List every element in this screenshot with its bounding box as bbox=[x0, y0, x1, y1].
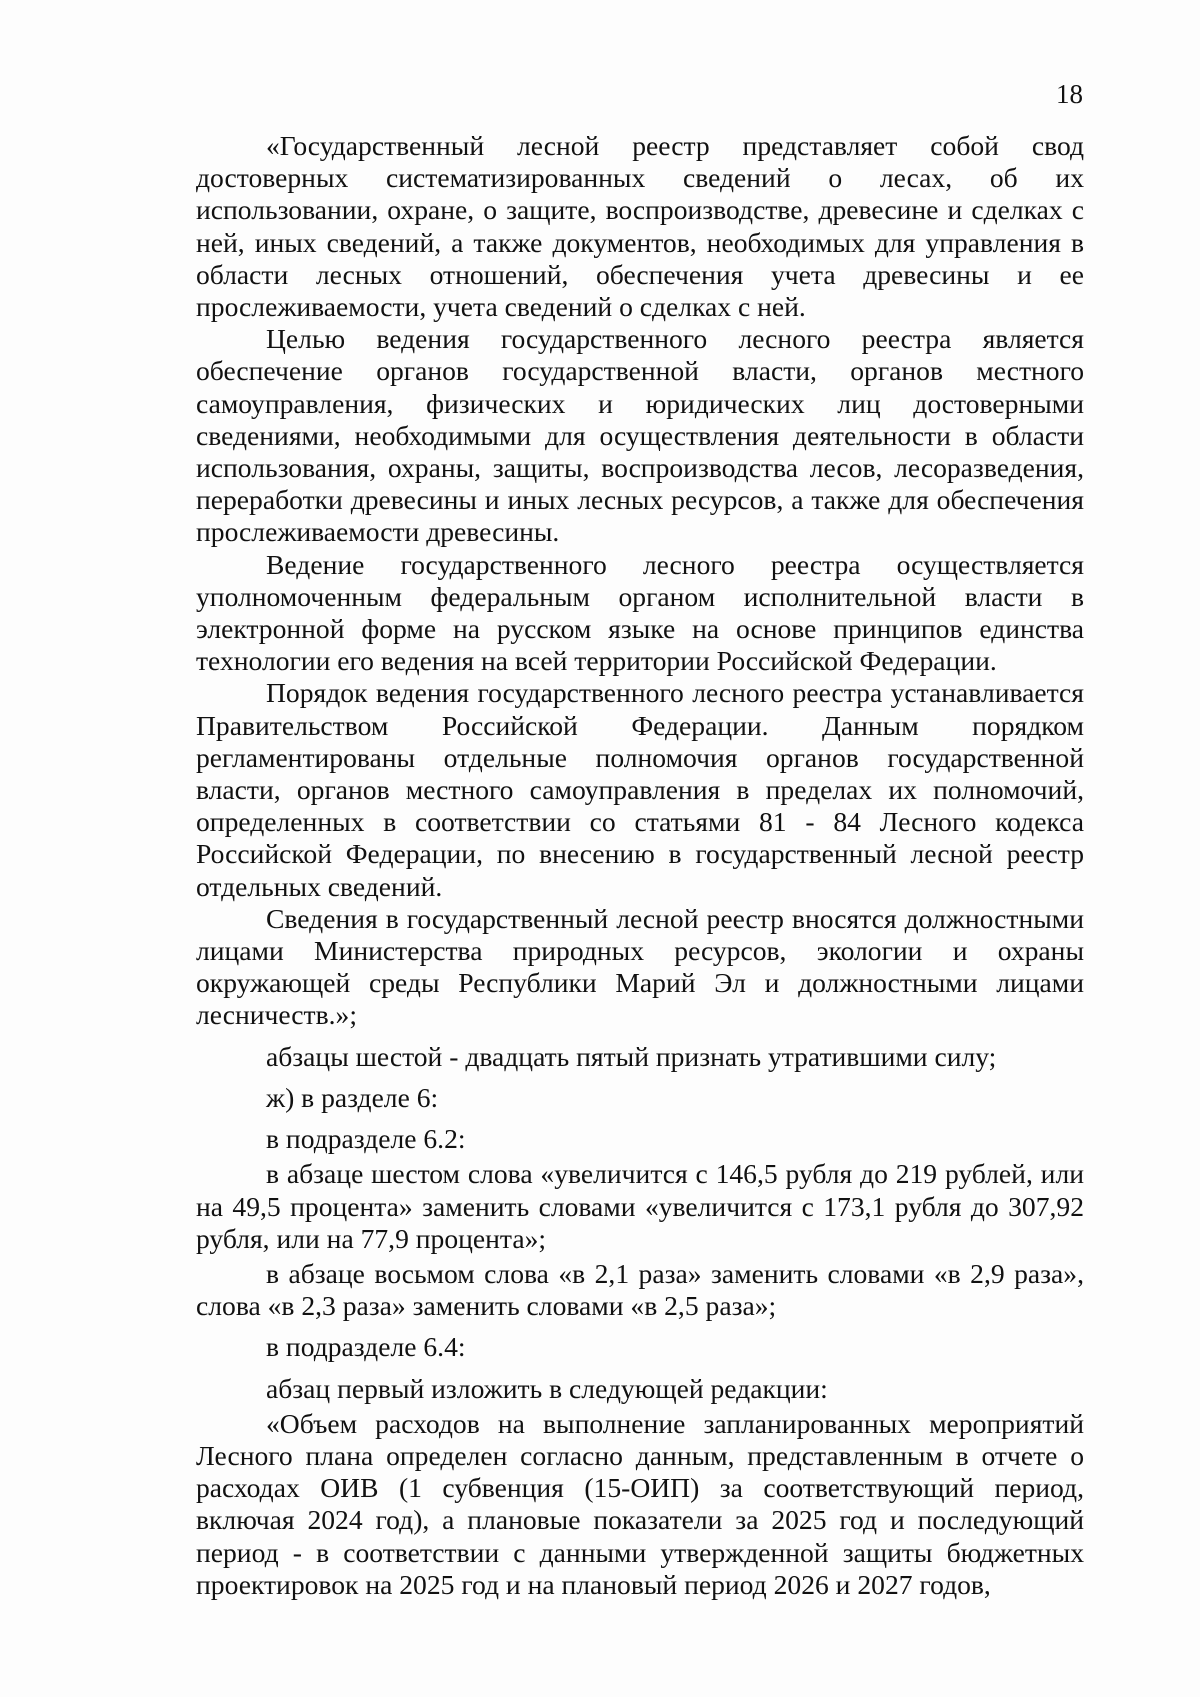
paragraph-registry-procedure: Порядок ведения государственного лесного реестра устанавливается Правительством Российской Федерации. Данным порядком регламентированы отдельные полномочия органов государственной власти, органов местного самоуправления в пределах их полномочий, определенных в соответствии со статьями 81 - 84 Лесного кодекса Российской Федерации, по внесению в государственный лесной реестр отдельных сведений. bbox=[196, 677, 1084, 902]
paragraph-first-clause-edit: абзац первый изложить в следующей редакции: bbox=[266, 1372, 828, 1404]
paragraph-eighth-clause-change: в абзаце восьмом слова «в 2,1 раза» заменить словами «в 2,9 раза», слова «в 2,3 раза» заменить словами «в 2,5 раза»; bbox=[196, 1257, 1084, 1322]
paragraph-registry-maintenance: Ведение государственного лесного реестра осуществляется уполномоченным федеральным органом исполнительной власти в электронной форме на русском языке на основе принципов единства технологии его ведения на всей территории Российской Федерации. bbox=[196, 548, 1084, 677]
paragraph-invalidate-clauses: абзацы шестой - двадцать пятый признать утратившими силу; bbox=[266, 1040, 997, 1072]
paragraph-sixth-clause-change: в абзаце шестом слова «увеличится с 146,5 рубля до 219 рублей, или на 49,5 процента» заменить словами «увеличится с 173,1 рубля до 307,92 рубля, или на 77,9 процента»; bbox=[196, 1158, 1084, 1254]
page-number: 18 bbox=[1056, 79, 1083, 109]
paragraph-subsection-6-2: в подразделе 6.2: bbox=[266, 1123, 466, 1155]
paragraph-subsection-6-4: в подразделе 6.4: bbox=[266, 1331, 466, 1363]
paragraph-section-6: ж) в разделе 6: bbox=[266, 1081, 439, 1113]
document-body bbox=[196, 130, 1084, 1601]
paragraph-registry-officials: Сведения в государственный лесной реестр вносятся должностными лицами Министерства природных ресурсов, экологии и охраны окружающей среды Республики Марий Эл и должностными лицами лесничеств.»; bbox=[196, 902, 1084, 1031]
paragraph-registry-purpose: Целью ведения государственного лесного реестра является обеспечение органов государственной власти, органов местного самоуправления, физических и юридических лиц достоверными сведениями, необходимыми для осуществления деятельности в области использования, охраны, защиты, воспроизводства лесов, лесоразведения, переработки древесины и иных лесных ресурсов, а также для обеспечения прослеживаемости древесины. bbox=[196, 323, 1084, 548]
paragraph-expense-volume: «Объем расходов на выполнение запланированных мероприятий Лесного плана определен согласно данным, представленным в отчете о расходах ОИВ (1 субвенция (15-ОИП) за соответствующий период, включая 2024 год), а плановые показатели за 2025 год и последующий период - в соответствии с данными утвержденной защиты бюджетных проектировок на 2025 год и на плановый период 2026 и 2027 годов, bbox=[196, 1407, 1084, 1600]
paragraph-registry-definition: «Государственный лесной реестр представляет собой свод достоверных систематизированных сведений о лесах, об их использовании, охране, о защите, воспроизводстве, древесине и сделках с ней, иных сведений, а также документов, необходимых для управления в области лесных отношений, обеспечения учета древесины и ее прослеживаемости, учета сведений о сделках с ней. bbox=[196, 130, 1084, 323]
